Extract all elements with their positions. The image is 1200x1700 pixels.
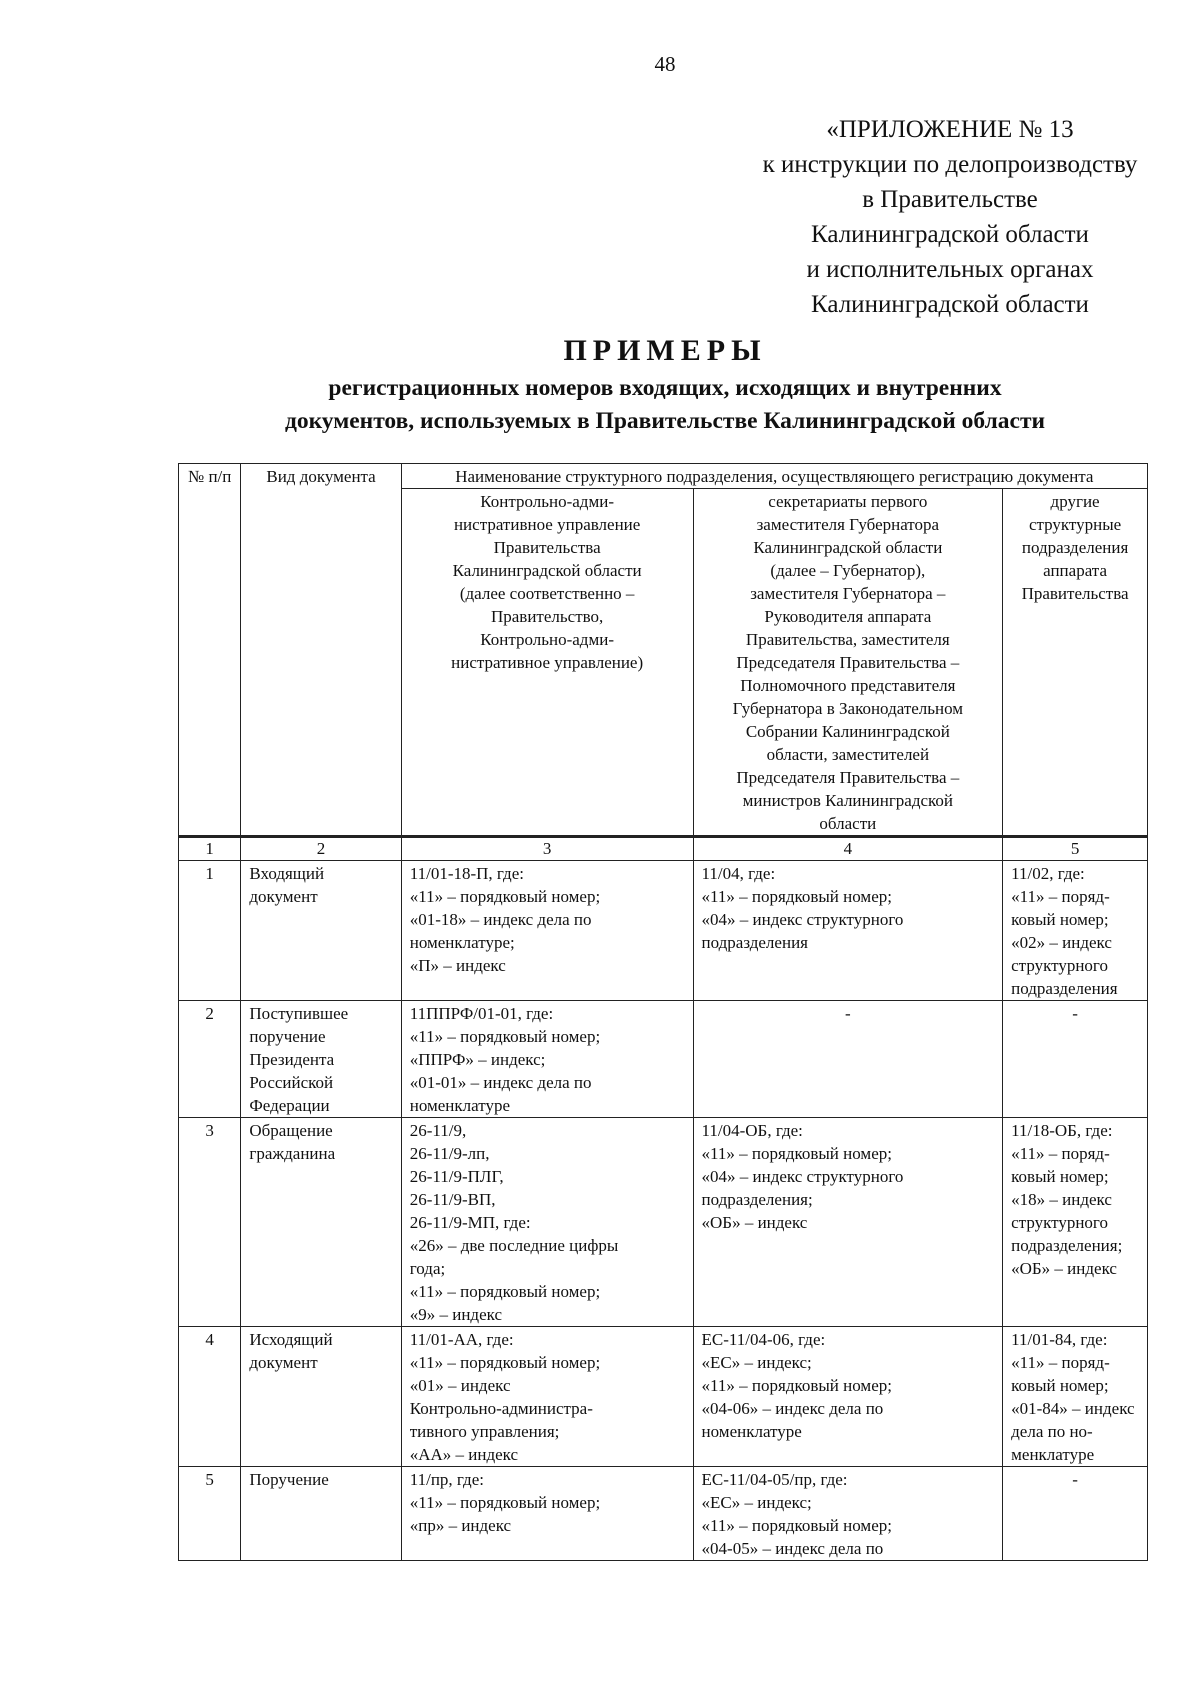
cell-line: 26-11/9-лп, bbox=[409, 1144, 490, 1163]
header-col3 bbox=[401, 489, 693, 837]
cell-line: Обращение bbox=[249, 1121, 333, 1140]
table-header-row bbox=[179, 464, 1148, 489]
cell-line: ЕС-11/04-06, где: bbox=[701, 1330, 826, 1349]
cell-line: подразделения; bbox=[1011, 1236, 1123, 1255]
header-line: Контрольно-адми- bbox=[480, 492, 614, 511]
col5-cell bbox=[1003, 1327, 1148, 1467]
document-title: ПРИМЕРЫ bbox=[563, 334, 767, 367]
cell-line: 11/пр, где: bbox=[409, 1470, 484, 1489]
row-number: 1 bbox=[179, 861, 241, 1001]
cell-line: «04» – индекс структурного bbox=[701, 1167, 904, 1186]
col3-cell bbox=[401, 1001, 693, 1118]
cell-line: «04-05» – индекс дела по bbox=[701, 1539, 884, 1558]
cell-line: номенклатуре; bbox=[409, 933, 515, 952]
cell-line: 11/02, где: bbox=[1011, 864, 1085, 883]
header-line: Губернатора в Законодательном bbox=[732, 699, 964, 718]
col5-cell bbox=[1003, 861, 1148, 1001]
header-line: Калининградской области bbox=[753, 538, 943, 557]
cell-line: «04-06» – индекс дела по bbox=[701, 1399, 884, 1418]
header-line: Председателя Правительства – bbox=[736, 768, 960, 787]
col4-cell bbox=[693, 861, 1003, 1001]
cell-line: ковый номер; bbox=[1011, 910, 1109, 929]
header-line: Председателя Правительства – bbox=[736, 653, 960, 672]
row-number: 2 bbox=[179, 1001, 241, 1118]
col4-cell bbox=[693, 1001, 1003, 1118]
cell-line: «26» – две последние цифры bbox=[409, 1236, 619, 1255]
appendix-line: Калининградской области bbox=[811, 291, 1089, 318]
registration-numbers-table bbox=[178, 463, 1148, 1561]
cell-line: «11» – порядковый номер; bbox=[701, 1376, 892, 1395]
cell-line: документ bbox=[249, 887, 318, 906]
table-row bbox=[179, 861, 1148, 1001]
col4-cell bbox=[693, 1327, 1003, 1467]
doc-type-cell bbox=[241, 1467, 401, 1561]
column-number-row bbox=[179, 837, 1148, 861]
column-number: 1 bbox=[179, 837, 241, 861]
appendix-line: и исполнительных органах bbox=[806, 256, 1094, 283]
cell-line: - bbox=[845, 1004, 851, 1023]
header-line: нистративное управление bbox=[453, 515, 641, 534]
row-number: 4 bbox=[179, 1327, 241, 1467]
doc-type-cell bbox=[241, 1118, 401, 1327]
header-line: Правительства, заместителя bbox=[745, 630, 950, 649]
cell-line: дела по но- bbox=[1011, 1422, 1093, 1441]
cell-line: «01-84» – индекс bbox=[1011, 1399, 1135, 1418]
cell-line: ковый номер; bbox=[1011, 1376, 1109, 1395]
cell-line: структурного bbox=[1011, 956, 1108, 975]
cell-line: гражданина bbox=[249, 1144, 336, 1163]
table-row bbox=[179, 1001, 1148, 1118]
doc-type-cell bbox=[241, 861, 401, 1001]
cell-line: «11» – поряд- bbox=[1011, 887, 1110, 906]
page-number: 48 bbox=[654, 52, 676, 76]
doc-type-cell bbox=[241, 1001, 401, 1118]
cell-line: «9» – индекс bbox=[409, 1305, 503, 1324]
header-line: Калининградской области bbox=[452, 561, 642, 580]
column-number: 2 bbox=[241, 837, 401, 861]
cell-line: 11/04, где: bbox=[701, 864, 776, 883]
cell-line: «11» – поряд- bbox=[1011, 1353, 1110, 1372]
cell-line: Российской bbox=[249, 1073, 334, 1092]
doc-type-cell bbox=[241, 1327, 401, 1467]
cell-line: номенклатуре bbox=[701, 1422, 802, 1441]
cell-line: «01-18» – индекс дела по bbox=[409, 910, 592, 929]
appendix-line: «ПРИЛОЖЕНИЕ № 13 bbox=[826, 116, 1074, 143]
cell-line: Президента bbox=[249, 1050, 335, 1069]
header-line: Правительства bbox=[1021, 584, 1129, 603]
cell-line: ЕС-11/04-05/пр, где: bbox=[701, 1470, 848, 1489]
header-line: секретариаты первого bbox=[768, 492, 928, 511]
cell-line: «11» – поряд- bbox=[1011, 1144, 1110, 1163]
header-line: Руководителя аппарата bbox=[764, 607, 932, 626]
table-row bbox=[179, 1467, 1148, 1561]
cell-line: номенклатуре bbox=[409, 1096, 511, 1115]
appendix-line: в Правительстве bbox=[862, 186, 1038, 213]
column-number: 5 bbox=[1003, 837, 1148, 861]
cell-line: поручение bbox=[249, 1027, 326, 1046]
cell-line: «11» – порядковый номер; bbox=[409, 1493, 601, 1512]
cell-line: подразделения; bbox=[701, 1190, 813, 1209]
cell-line: «01» – индекс bbox=[409, 1376, 511, 1395]
cell-line: «ОБ» – индекс bbox=[1011, 1259, 1117, 1278]
cell-line: «11» – порядковый номер; bbox=[409, 1282, 601, 1301]
cell-line: «02» – индекс bbox=[1011, 933, 1112, 952]
cell-line: «01-01» – индекс дела по bbox=[409, 1073, 592, 1092]
header-line: структурные bbox=[1028, 515, 1122, 534]
cell-line: Федерации bbox=[249, 1096, 330, 1115]
cell-line: «ОБ» – индекс bbox=[701, 1213, 808, 1232]
col3-cell bbox=[401, 1467, 693, 1561]
col3-cell bbox=[401, 1327, 693, 1467]
cell-line: Поручение bbox=[249, 1470, 329, 1489]
cell-line: «АА» – индекс bbox=[409, 1445, 519, 1464]
cell-line: Входящий bbox=[249, 864, 325, 883]
subtitle-line: документов, используемых в Правительстве Калининградской области bbox=[284, 408, 1046, 434]
cell-line: подразделения bbox=[1011, 979, 1118, 998]
header-line: Собрании Калининградской bbox=[745, 722, 950, 741]
appendix-line: к инструкции по делопроизводству bbox=[762, 151, 1138, 178]
header-num: № п/п bbox=[179, 464, 241, 837]
cell-line: менклатуре bbox=[1011, 1445, 1095, 1464]
header-line: нистративное управление) bbox=[451, 653, 644, 672]
appendix-line: Калининградской области bbox=[811, 221, 1089, 248]
cell-line: «пр» – индекс bbox=[409, 1516, 512, 1535]
row-number: 5 bbox=[179, 1467, 241, 1561]
cell-line: «11» – порядковый номер; bbox=[409, 887, 601, 906]
subtitle-line: регистрационных номеров входящих, исходящих и внутренних bbox=[328, 375, 1002, 401]
cell-line: структурного bbox=[1011, 1213, 1108, 1232]
cell-line: 11/01-18-П, где: bbox=[409, 864, 524, 883]
header-line: Полномочного представителя bbox=[740, 676, 956, 695]
cell-line: «11» – порядковый номер; bbox=[701, 1516, 892, 1535]
cell-line: «11» – порядковый номер; bbox=[701, 887, 892, 906]
header-line: Контрольно-адми- bbox=[480, 630, 614, 649]
header-line: аппарата bbox=[1043, 561, 1107, 580]
table-row bbox=[179, 1118, 1148, 1327]
cell-line: документ bbox=[249, 1353, 318, 1372]
cell-line: Контрольно-администра- bbox=[409, 1399, 593, 1418]
col3-cell bbox=[401, 861, 693, 1001]
appendix-heading bbox=[705, 112, 1195, 322]
cell-line: тивного управления; bbox=[409, 1422, 560, 1441]
header-col4 bbox=[693, 489, 1003, 837]
cell-line: 11/01-84, где: bbox=[1011, 1330, 1108, 1349]
cell-line: «11» – порядковый номер; bbox=[409, 1353, 601, 1372]
header-line: заместителя Губернатора – bbox=[750, 584, 946, 603]
document-subtitle bbox=[180, 372, 1150, 438]
header-line: Правительства bbox=[493, 538, 601, 557]
header-col5 bbox=[1003, 489, 1148, 837]
cell-line: «04» – индекс структурного bbox=[701, 910, 904, 929]
cell-line: года; bbox=[409, 1259, 446, 1278]
column-number: 4 bbox=[693, 837, 1003, 861]
col5-cell bbox=[1003, 1467, 1148, 1561]
cell-line: Поступившее bbox=[249, 1004, 349, 1023]
cell-line: 11/01-АА, где: bbox=[409, 1330, 514, 1349]
cell-line: «18» – индекс bbox=[1011, 1190, 1112, 1209]
cell-line: «П» – индекс bbox=[409, 956, 506, 975]
cell-line: «11» – порядковый номер; bbox=[701, 1144, 892, 1163]
cell-line: 11/04-ОБ, где: bbox=[701, 1121, 803, 1140]
cell-line: 11/18-ОБ, где: bbox=[1011, 1121, 1113, 1140]
header-line: министров Калининградской bbox=[742, 791, 954, 810]
column-number: 3 bbox=[401, 837, 693, 861]
cell-line: подразделения bbox=[701, 933, 808, 952]
cell-line: 26-11/9-МП, где: bbox=[409, 1213, 531, 1232]
col5-cell bbox=[1003, 1118, 1148, 1327]
cell-line: 26-11/9-ПЛГ, bbox=[409, 1167, 504, 1186]
header-line: подразделения bbox=[1021, 538, 1129, 557]
header-line: (далее соответственно – bbox=[459, 584, 635, 603]
cell-line: «ЕС» – индекс; bbox=[701, 1353, 812, 1372]
cell-line: 26-11/9-ВП, bbox=[409, 1190, 496, 1209]
col4-cell bbox=[693, 1467, 1003, 1561]
header-line: другие bbox=[1050, 492, 1100, 511]
header-line: области, заместителей bbox=[766, 745, 930, 764]
cell-line: - bbox=[1072, 1470, 1078, 1489]
row-number: 3 bbox=[179, 1118, 241, 1327]
header-doc-type: Вид документа bbox=[241, 464, 401, 837]
header-line: (далее – Губернатор), bbox=[770, 561, 926, 580]
header-unit: Наименование структурного подразделения, осуществляющего регистрацию документа bbox=[401, 464, 1147, 489]
col5-cell bbox=[1003, 1001, 1148, 1118]
header-line: заместителя Губернатора bbox=[756, 515, 940, 534]
table-row bbox=[179, 1327, 1148, 1467]
cell-line: - bbox=[1072, 1004, 1078, 1023]
cell-line: «ППРФ» – индекс; bbox=[409, 1050, 546, 1069]
cell-line: Исходящий bbox=[249, 1330, 333, 1349]
cell-line: «ЕС» – индекс; bbox=[701, 1493, 812, 1512]
cell-line: ковый номер; bbox=[1011, 1167, 1109, 1186]
col3-cell bbox=[401, 1118, 693, 1327]
col4-cell bbox=[693, 1118, 1003, 1327]
cell-line: «11» – порядковый номер; bbox=[409, 1027, 601, 1046]
header-line: Правительство, bbox=[490, 607, 604, 626]
header-line: области bbox=[819, 814, 877, 833]
cell-line: 26-11/9, bbox=[409, 1121, 467, 1140]
cell-line: 11ППРФ/01-01, где: bbox=[409, 1004, 554, 1023]
